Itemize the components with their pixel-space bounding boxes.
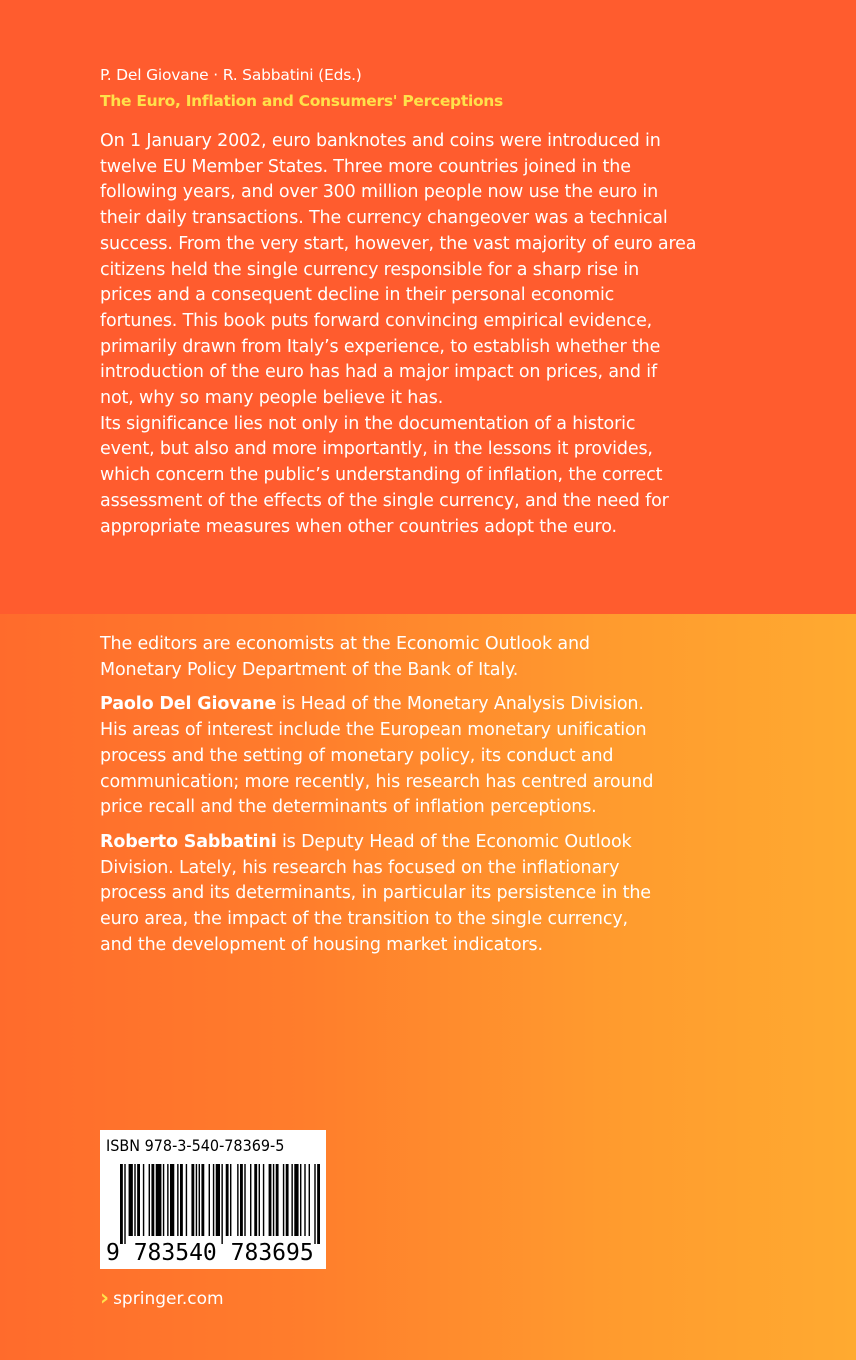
blurb-line: which concern the public’s understanding of inflation, the correct bbox=[100, 465, 663, 486]
blurb-line: event, but also and more importantly, in the lessons it provides, bbox=[100, 439, 653, 460]
editor2-name: Roberto Sabbatini bbox=[100, 831, 277, 852]
editor1-bio-line: His areas of interest include the European monetary unification bbox=[100, 720, 647, 741]
editor2-role: is Deputy Head of the Economic Outlook bbox=[276, 831, 632, 852]
blurb-line: not, why so many people believe it has. bbox=[100, 388, 444, 409]
blurb-line: fortunes. This book puts forward convincing empirical evidence, bbox=[100, 310, 653, 331]
editor2-bio-line: and the development of housing market indicators. bbox=[100, 934, 543, 955]
blurb-line: citizens held the single currency responsible for a sharp rise in bbox=[100, 259, 640, 280]
barcode-digits: 9 783540 783695 bbox=[106, 1240, 314, 1266]
editor1-first-line bbox=[100, 692, 700, 718]
editor1-bio-line: communication; more recently, his research has centred around bbox=[100, 771, 654, 792]
blurb-line: appropriate measures when other countries adopt the euro. bbox=[100, 516, 617, 537]
editors-intro-line: The editors are economists at the Economic Outlook and bbox=[100, 634, 590, 654]
editor1-bio-line: price recall and the determinants of inflation perceptions. bbox=[100, 797, 597, 818]
editor1-name: Paolo Del Giovane bbox=[100, 694, 277, 715]
blurb-line: introduction of the euro has had a major impact on prices, and if bbox=[100, 362, 657, 383]
isbn-label: ISBN 978-3-540-78369-5 bbox=[106, 1136, 285, 1155]
blurb-line: primarily drawn from Italy’s experience, to establish whether the bbox=[100, 336, 661, 357]
isbn-barcode bbox=[100, 1130, 326, 1269]
barcode-bars bbox=[120, 1164, 320, 1244]
blurb-line: their daily transactions. The currency changeover was a technical bbox=[100, 208, 668, 229]
blurb-line: following years, and over 300 million people now use the euro in bbox=[100, 182, 659, 203]
blurb-line: success. From the very start, however, the vast majority of euro area bbox=[100, 233, 697, 254]
publisher-url: springer.com bbox=[113, 1289, 224, 1309]
blurb-line: On 1 January 2002, euro banknotes and coins were introduced in bbox=[100, 131, 661, 151]
editor1-bio-line: process and the setting of monetary policy, its conduct and bbox=[100, 745, 614, 766]
editor2-first-line bbox=[100, 830, 700, 856]
editor2-bio-line: process and its determinants, in particular its persistence in the bbox=[100, 883, 651, 904]
chevron-right-icon: › bbox=[100, 1286, 110, 1311]
editor2-bio-line: Division. Lately, his research has focused on the inflationary bbox=[100, 857, 620, 878]
editor1-role: is Head of the Monetary Analysis Division. bbox=[276, 694, 644, 715]
editors-bio bbox=[100, 632, 700, 958]
blurb-line: twelve EU Member States. Three more countries joined in the bbox=[100, 156, 631, 177]
blurb bbox=[100, 129, 700, 540]
blurb-line: Its significance lies not only in the documentation of a historic bbox=[100, 413, 636, 434]
book-title: The Euro, Inflation and Consumers' Perceptions bbox=[100, 92, 503, 110]
publisher-link[interactable] bbox=[100, 1287, 224, 1311]
editors-line: P. Del Giovane · R. Sabbatini (Eds.) bbox=[100, 66, 362, 84]
editors-intro-line: Monetary Policy Department of the Bank of Italy. bbox=[100, 659, 519, 680]
blurb-line: prices and a consequent decline in their personal economic bbox=[100, 285, 615, 306]
editor2-bio-line: euro area, the impact of the transition to the single currency, bbox=[100, 909, 628, 930]
blurb-line: assessment of the effects of the single currency, and the need for bbox=[100, 490, 669, 511]
